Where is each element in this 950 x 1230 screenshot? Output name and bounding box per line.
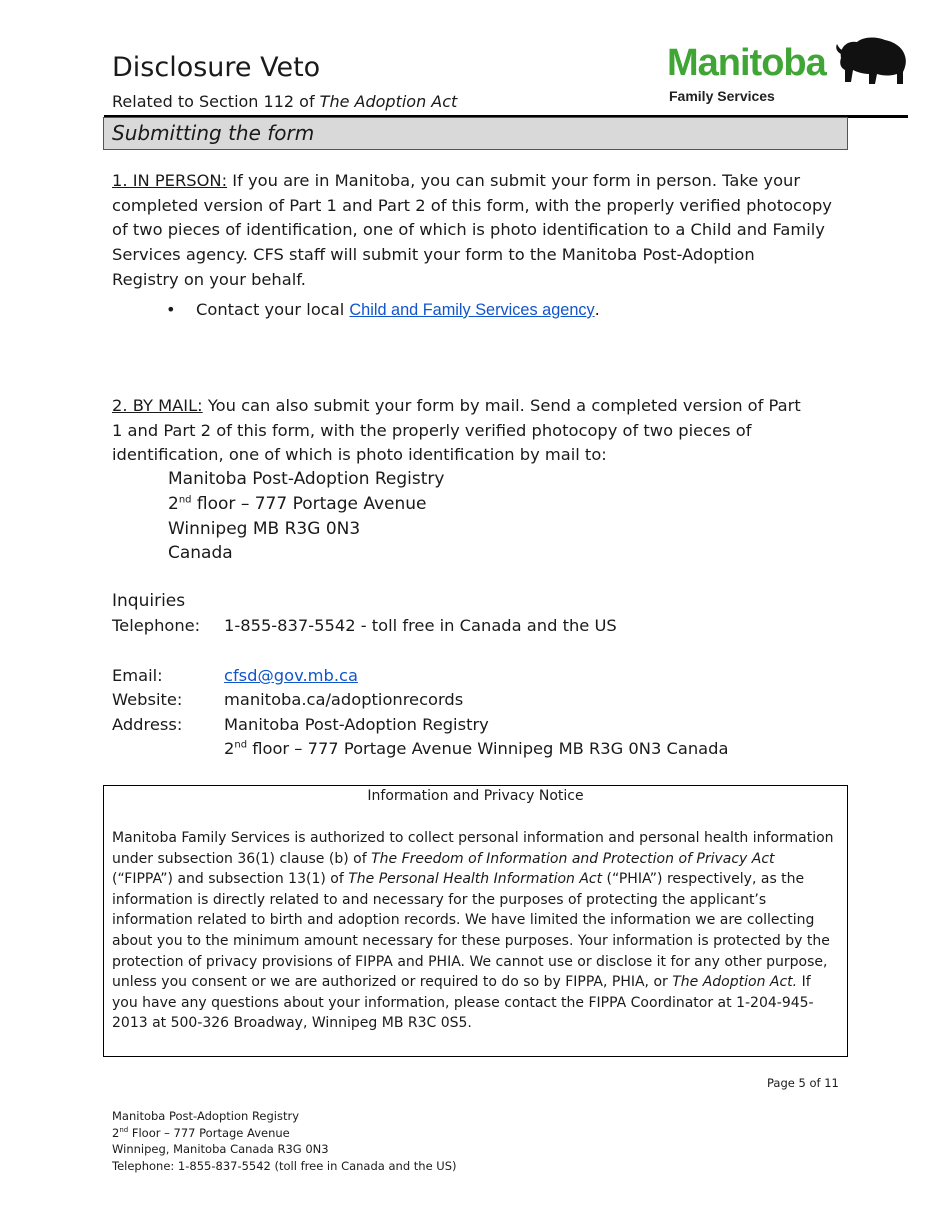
mailing-address-line-1: Manitoba Post-Adoption Registry xyxy=(168,469,445,489)
in-person-line-5: Registry on your behalf. xyxy=(112,269,306,289)
privacy-notice-body: Manitoba Family Services is authorized to collect personal information and personal health information under subsection 36(1) clause (b) of The Freedom of Information and Protection of Privacy Act (“FIPPA”) and subsection 13(1) of The Personal Health Information Act (“PHIA”) respectively, as the information is directly related to and necessary for the purposes of protecting the applicant’s information related to birth and adoption records. We have limited the information we are collecting about you to the minimum amount necessary for these purposes. Your information is protected by the protection of privacy provisions of FIPPA and PHIA. We cannot use or disclose it for any other purpose, unless you consent or we are authorized or required to do so by FIPPA, PHIA, or The Adoption Act. If you have any questions about your information, please contact the FIPPA Coordinator at 1-204-945-2013 at 500-326 Broadway, Winnipeg MB R3C 0S5. xyxy=(112,830,834,1032)
section-title: Submitting the form xyxy=(112,121,315,145)
bullet-prefix: Contact your local xyxy=(196,300,350,319)
in-person-line-3: of two pieces of identification, one of which is photo identification to a Child and Family xyxy=(112,220,825,240)
by-mail-paragraph xyxy=(112,394,842,468)
cfs-agency-link[interactable]: Child and Family Services agency xyxy=(349,301,595,319)
by-mail-line-1: You can also submit your form by mail. Send a completed version of Part xyxy=(202,396,801,415)
email-link[interactable]: cfsd@gov.mb.ca xyxy=(224,666,358,685)
in-person-line-1: If you are in Manitoba, you can submit your form in person. Take your xyxy=(227,171,801,190)
page-subtitle xyxy=(112,92,457,111)
footer-line-3: Winnipeg, Manitoba Canada R3G 0N3 xyxy=(112,1142,329,1156)
bison-icon xyxy=(833,36,909,88)
telephone-label: Telephone: xyxy=(112,616,201,635)
bullet-suffix: . xyxy=(594,300,600,319)
page-number: Page 5 of 11 xyxy=(767,1076,839,1090)
email-label: Email: xyxy=(112,666,163,685)
footer-address xyxy=(112,1108,457,1174)
mailing-address-line-3: Winnipeg MB R3G 0N3 xyxy=(168,518,361,539)
address-label: Address: xyxy=(112,715,183,734)
mailing-address-line-4: Canada xyxy=(168,543,233,564)
in-person-line-4: Services agency. CFS staff will submit your form to the Manitoba Post-Adoption xyxy=(112,245,755,265)
in-person-heading: 1. IN PERSON: xyxy=(112,171,228,190)
by-mail-line-3: identification, one of which is photo identification by mail to: xyxy=(112,445,607,465)
inquiries-heading: Inquiries xyxy=(112,591,186,611)
website-value: manitoba.ca/adoptionrecords xyxy=(224,690,464,709)
address-line-2: 2nd floor – 777 Portage Avenue Winnipeg MB R3G 0N3 Canada xyxy=(224,739,729,758)
page-title: Disclosure Veto xyxy=(112,52,321,83)
subtitle-prefix: Related to Section 112 of xyxy=(112,92,320,111)
by-mail-line-2: 1 and Part 2 of this form, with the properly verified photocopy of two pieces of xyxy=(112,420,752,440)
section-header xyxy=(103,117,848,150)
in-person-line-2: completed version of Part 1 and Part 2 of this form, with the properly verified photocopy xyxy=(112,195,832,215)
manitoba-logo xyxy=(667,36,912,108)
phia-act-title: The Personal Health Information Act xyxy=(348,871,603,888)
privacy-notice-box xyxy=(103,785,848,1057)
mailing-address-line-2: 2nd floor – 777 Portage Avenue xyxy=(168,493,427,514)
subtitle-act: The Adoption Act xyxy=(319,92,458,111)
in-person-paragraph xyxy=(112,169,842,293)
privacy-notice-title: Information and Privacy Notice xyxy=(367,788,584,804)
logo-name: Manitoba xyxy=(667,42,826,84)
logo-department: Family Services xyxy=(669,88,775,104)
by-mail-heading: 2. BY MAIL: xyxy=(112,396,203,415)
fippa-act-title: The Freedom of Information and Protection of Privacy Act xyxy=(371,850,775,867)
bullet-icon: • xyxy=(166,300,176,319)
footer-line-2: 2nd Floor – 777 Portage Avenue xyxy=(112,1125,290,1140)
website-label: Website: xyxy=(112,690,183,709)
address-line-1: Manitoba Post-Adoption Registry xyxy=(224,715,489,734)
telephone-value: 1-855-837-5542 - toll free in Canada and the US xyxy=(224,616,617,635)
footer-line-1: Manitoba Post-Adoption Registry xyxy=(112,1109,300,1123)
adoption-act-title: The Adoption Act. xyxy=(672,974,798,991)
mailing-address xyxy=(168,467,444,566)
footer-line-4: Telephone: 1-855-837-5542 (toll free in Canada and the US) xyxy=(112,1158,457,1173)
